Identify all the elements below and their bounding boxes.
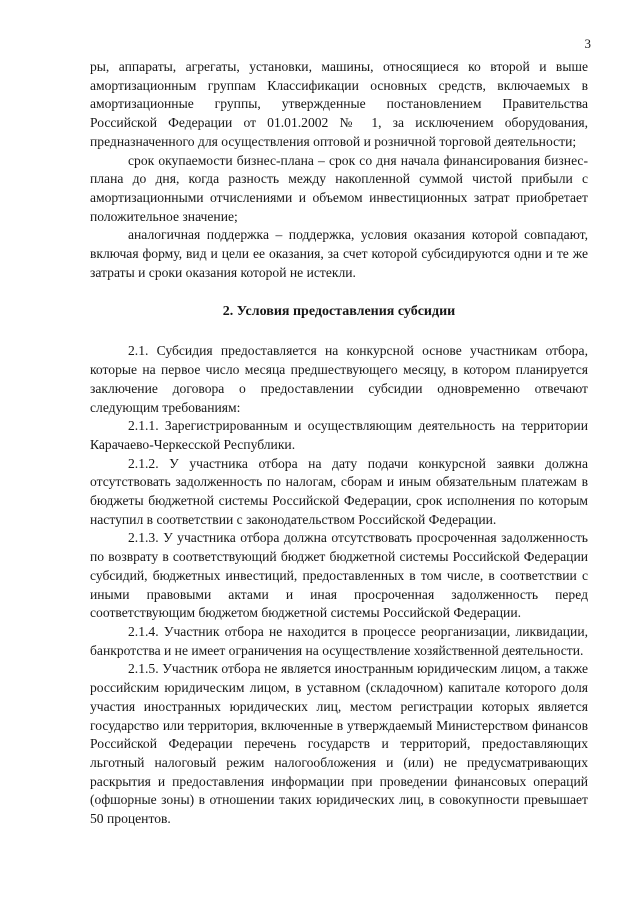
paragraph-definition-equipment: ры, аппараты, агрегаты, установки, машины, относящиеся ко второй и выше амортизационным группам Классификации основных средств, включаемых в амортизационные группы, утвержденные постановлением Правительства Российской Федерации от 01.01.2002 № 1, за исключением оборудования, предназначенного для осуществления оптовой и розничной торговой деятельности;: [90, 59, 588, 149]
paragraph-definition-payback: срок окупаемости бизнес-плана – срок со дня начала финансирования бизнес-плана до дня, когда разность между накопленной суммой чистой прибыли с амортизационными отчислениями и объемом инвестиционных затрат приобретает положительное значение;: [90, 152, 588, 224]
document-body: [90, 58, 588, 829]
paragraph-2-1-4: 2.1.4. Участник отбора не находится в процессе реорганизации, ликвидации, банкротства и не имеет ограничения на осуществление хозяйственной деятельности.: [90, 623, 588, 658]
paragraph-2-1-3: 2.1.3. У участника отбора должна отсутствовать просроченная задолженность по возврату в соответствующий бюджет бюджетной системы Российской Федерации субсидий, бюджетных инвестиций, предоставленных в том числе, в соответствии с иными правовыми актами и иная просроченная задолженность перед соответствующим бюджетом бюджетной системы Российской Федерации.: [90, 530, 588, 621]
section-title: 2. Условия предоставления субсидии: [222, 304, 456, 320]
paragraph-definition-similar-support: аналогичная поддержка – поддержка, условия оказания которой совпадают, включая форму, вид и цели ее оказания, за счет которой субсидируются одни и те же затраты и сроки оказания которой не истекли.: [90, 227, 588, 280]
paragraph-2-1-1: 2.1.1. Зарегистрированным и осуществляющим деятельность на территории Карачаево-Черкесской Республики.: [90, 418, 588, 452]
paragraph-2-1-5: 2.1.5. Участник отбора не является иностранным юридическим лицом, а также российским юридическим лицом, в уставном (складочном) капитале которого доля участия иностранных юридических лиц, местом регистрации которых является государство или территория, включенные в утверждаемый Министерством финансов Российской Федерации перечень государств и территорий, предоставляющих льготный налоговый режим налогообложения и (или) не предусматривающих раскрытия и предоставления информации при проведении финансовых операций (офшорные зоны) в отношении таких юридических лиц, в совокупности превышает 50 процентов.: [90, 661, 588, 827]
paragraph-2-1-2: 2.1.2. У участника отбора на дату подачи конкурсной заявки должна отсутствовать задолженность по налогам, сборам и иным обязательным платежам в бюджеты бюджетной системы Российской Федерации, срок исполнения по которым наступил в соответствии с законодательством Российской Федерации.: [90, 455, 588, 527]
page-number: 3: [584, 36, 591, 51]
paragraph-2-1: 2.1. Субсидия предоставляется на конкурсной основе участникам отбора, которые на первое число месяца предшествующего месяцу, в котором планируется заключение договора о предоставлении субсидии одновременно отвечают следующим требованиям:: [90, 343, 588, 415]
